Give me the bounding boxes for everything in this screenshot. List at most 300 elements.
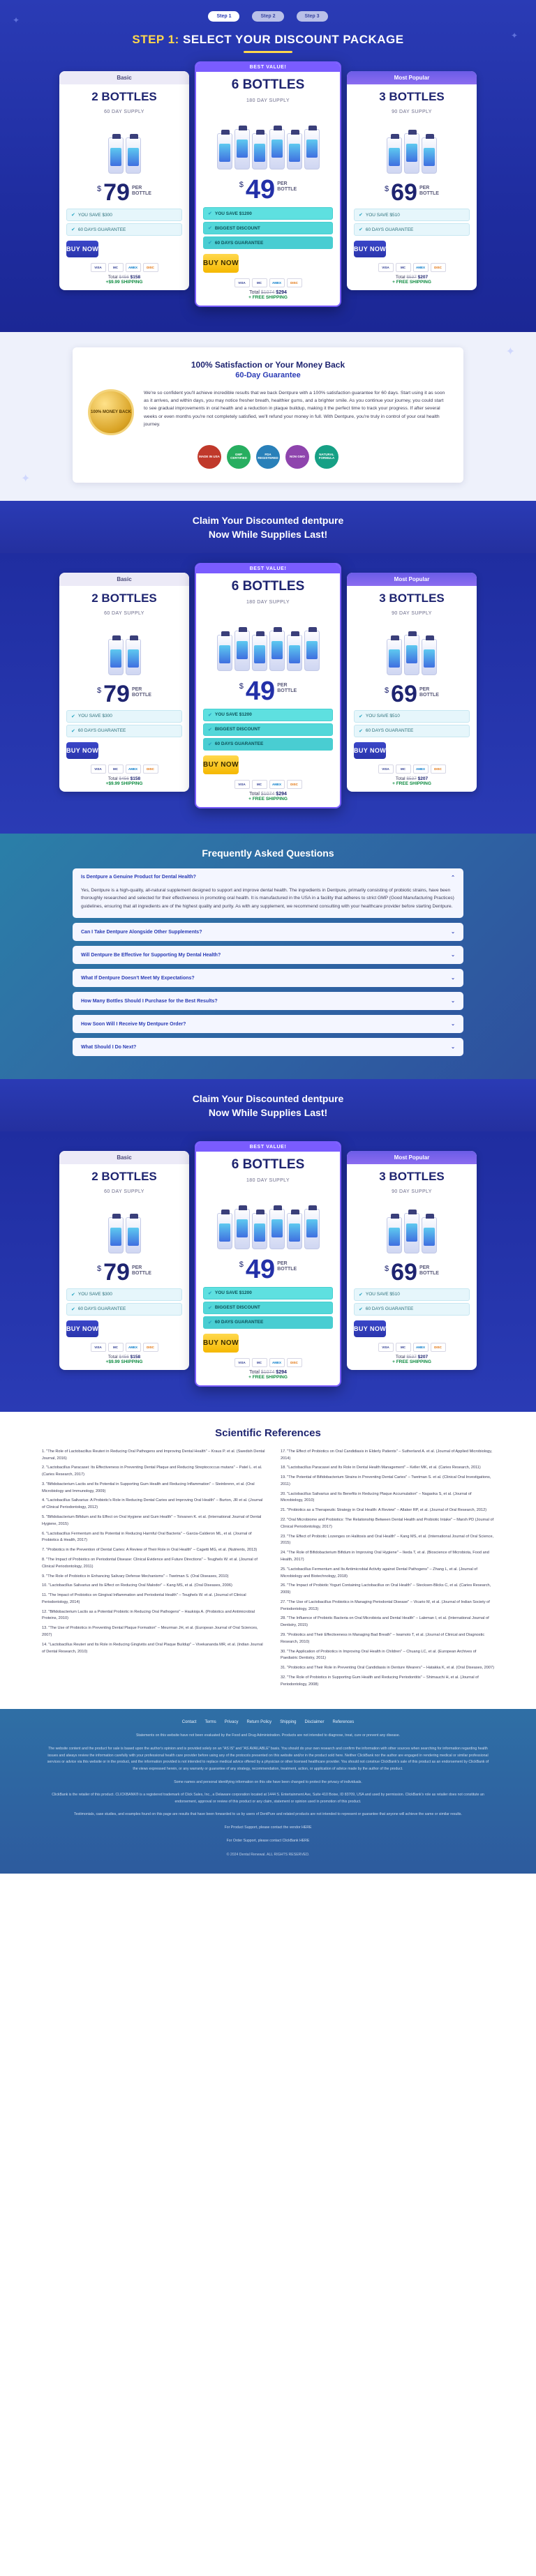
price-display <box>196 1253 340 1287</box>
product-image <box>59 1198 189 1258</box>
reference-item: 30. "The Application of Probiotics in Improving Oral Health in Children" – Chuang LC, et al. (European Archives of Paediatric Dentistry, 2011) <box>280 1649 477 1661</box>
best-value-ribbon: BEST VALUE! <box>196 63 340 72</box>
total-prefix: Total <box>107 776 118 781</box>
package-bottle-count: 6 BOTTLES <box>231 1157 305 1172</box>
savings-badge <box>203 207 333 220</box>
package-badges <box>347 1288 477 1316</box>
bottle-icon <box>404 635 419 675</box>
check-icon: ✔ <box>359 227 363 232</box>
package-badges <box>196 1287 340 1329</box>
faq-question-text: What If Dentpure Doesn't Meet My Expectations? <box>81 975 195 981</box>
visa-icon: VISA <box>378 263 394 272</box>
buy-now-button-best-value[interactable]: BUY NOW <box>203 755 239 774</box>
price-amount: 79 <box>103 179 130 206</box>
sparkle-icon: ✦ <box>505 346 515 358</box>
price-unit <box>132 1265 151 1277</box>
step-3[interactable]: Step 3 <box>297 11 328 22</box>
total-prefix: Total <box>107 275 118 280</box>
faq-item[interactable] <box>73 1015 463 1033</box>
reference-item: 13. "The Use of Probiotics in Preventing Dental Plaque Formation" – Meurman JH, et al. (European Journal of Oral Sciences, 2007) <box>42 1626 258 1637</box>
footer-product-support[interactable]: For Product Support, please contact the vendor HERE <box>224 1825 312 1830</box>
amex-icon: AMEX <box>269 1358 285 1367</box>
visa-icon: VISA <box>378 1343 394 1352</box>
total-line <box>347 1355 477 1359</box>
package-totals <box>59 1355 189 1370</box>
check-icon: ✔ <box>208 741 212 747</box>
bottle-icon <box>422 1217 437 1253</box>
price-unit-line1: PER <box>419 186 430 190</box>
discover-icon: DISC <box>143 1343 158 1352</box>
footer-paragraph: ClickBank is the retailer of this product. CLICKBANK® is a registered trademark of Click Sales, Inc., a Delaware corporation located at 1444 S. Entertainment Ave, Suite 410 Boise, ID 83709, USA and used by permission. ClickBank's role as retailer does not constitute an endorsement, approval or review of this product or any claim, statement or opinion used in promotion of this product. <box>52 1793 484 1804</box>
reference-item: 22. "Oral Microbiome and Probiotics: The Relationship Between Dental Health and Probiotic Intake" – Marsh PD (Journal of Clinical Periodontology, 2017) <box>280 1518 494 1529</box>
package-quantity <box>347 84 477 118</box>
bottle-icon <box>234 631 250 671</box>
package-card-basic[interactable] <box>59 71 189 290</box>
savings-badge <box>66 1288 182 1301</box>
currency-symbol: $ <box>239 1260 244 1269</box>
package-totals <box>347 776 477 792</box>
buy-now-button-best-value[interactable]: BUY NOW <box>203 254 239 273</box>
check-icon: ✔ <box>208 226 212 231</box>
badge-label: 60 DAYS GUARANTEE <box>365 227 414 232</box>
package-quantity <box>196 72 340 107</box>
buy-now-button-best-value[interactable]: BUY NOW <box>203 1334 239 1353</box>
price-unit <box>419 1265 439 1277</box>
mastercard-icon: MC <box>252 780 267 789</box>
amex-icon: AMEX <box>269 278 285 287</box>
check-icon: ✔ <box>208 241 212 246</box>
bottle-icon <box>387 639 402 675</box>
bottle-icon <box>252 1213 267 1249</box>
page-title <box>0 29 536 56</box>
package-bottle-count: 3 BOTTLES <box>379 591 445 605</box>
faq-heading: Frequently Asked Questions <box>202 847 334 859</box>
faq-question-toggle[interactable] <box>73 946 463 964</box>
price-amount: 69 <box>391 680 417 707</box>
payment-methods <box>59 262 189 275</box>
package-totals <box>59 275 189 290</box>
made-in-usa-icon: MADE IN USA <box>198 445 221 469</box>
buy-now-button-popular[interactable]: BUY NOW <box>354 1320 386 1337</box>
product-image <box>196 1187 340 1253</box>
faq-question-toggle[interactable] <box>73 1038 463 1056</box>
package-bottle-count: 2 BOTTLES <box>91 591 157 605</box>
badge-label: 60 DAYS GUARANTEE <box>214 1320 264 1325</box>
product-image <box>196 608 340 675</box>
references-column-left <box>42 1449 265 1692</box>
package-card-best-value[interactable] <box>195 563 341 808</box>
faq-question-toggle[interactable] <box>73 923 463 941</box>
shipping-note: + FREE SHIPPING <box>392 1359 431 1364</box>
total-prefix: Total <box>395 1354 405 1359</box>
footer-link-disclaimer[interactable]: Disclaimer <box>304 1720 325 1725</box>
bottle-icon <box>304 631 320 671</box>
reference-item: 24. "The Role of Bifidobacterium Bifidum in Improving Oral Hygiene" – Ikeda T, et al. (Bioscience of Microbiota, Food and Health, 2017) <box>280 1551 489 1562</box>
total-line <box>347 776 477 781</box>
buy-now-button-basic[interactable]: BUY NOW <box>66 742 98 759</box>
price-display <box>347 178 477 209</box>
package-card-basic[interactable] <box>59 1151 189 1370</box>
price-unit-line2: BOTTLE <box>419 692 439 698</box>
total-line <box>196 290 340 295</box>
reference-item: 14. "Lactobacillus Reuteri and Its Role in Reducing Gingivitis and Oral Plaque Buildup" – Vivekananda MR, et al. (Indian Journal of Dental Research, 2010) <box>42 1642 263 1654</box>
price-amount: 79 <box>103 1258 130 1286</box>
guarantee-body <box>88 389 448 435</box>
package-card-basic[interactable] <box>59 573 189 792</box>
mastercard-icon: MC <box>396 764 411 774</box>
total-discounted: $158 <box>130 1354 141 1359</box>
package-supply: 60 DAY SUPPLY <box>104 110 144 114</box>
bottle-icon <box>217 1213 232 1249</box>
check-icon: ✔ <box>71 227 75 232</box>
price-unit-line2: BOTTLE <box>419 1271 439 1276</box>
savings-badge <box>203 1287 333 1300</box>
cta-band-1 <box>0 501 536 553</box>
total-discounted: $207 <box>417 776 429 781</box>
footer-paragraph: Some names and personal identifying information on this site have been changed to protect the privacy of individuals. <box>174 1779 362 1784</box>
guarantee-badge <box>354 1303 470 1316</box>
savings-badge <box>354 710 470 723</box>
chevron-down-icon[interactable]: ⌄ <box>451 1022 455 1027</box>
faq-item[interactable] <box>73 969 463 987</box>
discover-icon: DISC <box>287 278 302 287</box>
total-prefix: Total <box>107 1354 118 1359</box>
visa-icon: VISA <box>234 278 250 287</box>
reference-item: 26. "The Impact of Probiotic Yogurt Containing Lactobacillus on Oral Health" – Stecksen-Blicks C, et al. (Caries Research, 2009) <box>280 1583 491 1595</box>
check-icon: ✔ <box>208 211 212 216</box>
reference-item: 31. "Probiotics and Their Role in Preventing Oral Candidiasis in Denture Wearers" – Hatakka K, et al. (Oral Diseases, 2007) <box>280 1666 494 1671</box>
guarantee-badge <box>203 738 333 751</box>
guarantee-card <box>73 347 463 483</box>
reference-item: 2. "Lactobacillus Paracasei: Its Effectiveness in Preventing Dental Plaque and Reducing Streptococcus mutans" – Patel L. et al. (Caries Research, 2017) <box>42 1466 262 1477</box>
price-amount: 49 <box>245 676 276 706</box>
package-quantity <box>196 1152 340 1187</box>
total-original: $537 <box>406 776 417 781</box>
pricing-section-bottom <box>0 1131 536 1412</box>
bottle-icon <box>108 639 124 675</box>
bottle-icon <box>217 133 232 170</box>
discover-icon: DISC <box>287 1358 302 1367</box>
reference-item: 9. "The Role of Probiotics in Enhancing Salivary Defense Mechanisms" – Twetman S. (Oral Diseases, 2010) <box>42 1574 229 1579</box>
hero-section <box>0 0 536 332</box>
reference-item: 4. "Lactobacillus Salivarius: A Probiotic's Role in Reducing Dental Caries and Improving Oral Health" – Burton, JR et al. (Journal of Clinical Periodontology, 2012) <box>42 1498 263 1510</box>
badge-label: YOU SAVE $1200 <box>214 211 252 216</box>
faq-answer: Yes, Dentpure is a high-quality, all-natural supplement designed to support and improve dental health. The ingredients in Dentpure, primarily consisting of probiotic strains, have been thoroughly researched and selected for their effectiveness in promoting oral health. It is manufactured in the USA in a facility that adheres to strict GMP (Good Manufacturing Practices) guidelines, ensuring that all ingredients are of the highest quality and purity. As with any supplement, we recommend consulting with your healthcare provider before starting Dentpure. <box>81 887 454 909</box>
badge-label: 60 DAYS GUARANTEE <box>77 1306 126 1312</box>
price-unit-line2: BOTTLE <box>277 688 297 693</box>
amex-icon: AMEX <box>126 263 141 272</box>
total-discounted: $294 <box>276 791 287 797</box>
reference-item: 25. "Lactobacillus Fermentum and Its Antimicrobial Activity against Dental Pathogens" – Zhang L, et al. (Journal of Microbiology and Biotechnology, 2018) <box>280 1567 477 1579</box>
payment-methods <box>347 262 477 275</box>
bottle-icon <box>269 631 285 671</box>
package-totals <box>347 275 477 290</box>
bottle-icon <box>287 133 302 170</box>
fda-registered-icon: FDA REGISTERED <box>256 445 280 469</box>
footer-link-privacy[interactable]: Privacy <box>224 1720 239 1725</box>
currency-symbol: $ <box>239 681 244 691</box>
package-tier-label: Basic <box>59 1151 189 1164</box>
shipping-note: +$9.99 SHIPPING <box>105 1359 143 1364</box>
price-unit <box>419 186 439 197</box>
total-line <box>347 275 477 280</box>
guarantee-text: We're so confident you'll achieve incredible results that we back Dentpure with a 100% satisfaction guarantee for 60 days. Start using it as soon as it arrives, and within days, you may notice fresher breath, healthier gums, and a brighter smile. As you continue your journey, you could start to see gradual improvements in oral health and a reduction in plaque buildup, making it the perfect time to track your progress. If after several weeks or even months you're not completely satisfied, we'll refund your money in full. With Dentpure, you're truly in control of your oral health journey. <box>144 391 445 427</box>
package-bottle-count: 2 BOTTLES <box>91 90 157 103</box>
total-original: $1074 <box>260 1369 275 1375</box>
package-totals <box>196 792 340 807</box>
reference-item: 7. "Probiotics in the Prevention of Dental Caries: A Review of Their Role in Oral Health" – Cagetti MG, et al. (Nutrients, 2013) <box>42 1548 258 1553</box>
package-tier-label: Most Popular <box>347 1151 477 1164</box>
price-unit-line2: BOTTLE <box>131 191 151 197</box>
guarantee-badge <box>66 1303 182 1316</box>
faq-item[interactable] <box>73 923 463 941</box>
savings-badge <box>203 709 333 721</box>
total-prefix: Total <box>395 275 405 280</box>
product-image <box>347 118 477 178</box>
money-back-seal-icon: 100% MONEY BACK <box>88 389 134 435</box>
references-column-right <box>281 1449 494 1692</box>
package-card-best-value[interactable] <box>195 61 341 307</box>
footer-paragraph: The website content and the product for sale is based upon the author's opinion and is provided solely on an "AS IS" and "AS AVAILABLE" basis. You should do your own research and confirm the information with other sources when searching for information regarding health issues and always review the information carefully with your professional health care provider before using any of the protocols presented on this website and/or in the product sold here. Neither ClickBank nor the author are engaged in rendering medical or similar professional services or advice via this website or in the product, and the information provided is not intended to replace medical advice offered by a physician or other licensed healthcare provider. You should not construe ClickBank's sale of this product as an endorsement by ClickBank of the views expressed herein, or any warranty or guarantee of any strategy, recommendation, treatment, action, or application of advice made by the author of the product. <box>47 1747 489 1771</box>
badge-label: 60 DAYS GUARANTEE <box>77 227 126 232</box>
package-badges <box>59 710 189 737</box>
chevron-down-icon[interactable]: ⌄ <box>451 930 455 935</box>
faq-item[interactable] <box>73 992 463 1010</box>
buy-now-button-popular[interactable]: BUY NOW <box>354 742 386 759</box>
reference-item: 23. "The Effect of Probiotic Lozenges on Halitosis and Oral Health" – Kang MS, et al. (International Journal of Oral Science, 2015) <box>280 1534 494 1546</box>
package-totals <box>59 776 189 792</box>
total-discounted: $294 <box>276 1369 287 1375</box>
check-icon: ✔ <box>208 1290 212 1296</box>
package-tier-label: Most Popular <box>347 71 477 84</box>
package-supply: 180 DAY SUPPLY <box>246 1177 290 1183</box>
bottle-icon <box>252 133 267 170</box>
footer-link-contact[interactable]: Contact <box>181 1720 197 1725</box>
badge-label: YOU SAVE $300 <box>77 714 112 719</box>
package-supply: 180 DAY SUPPLY <box>246 599 290 605</box>
bottle-icon <box>234 129 250 170</box>
currency-symbol: $ <box>239 181 244 189</box>
guarantee-badge <box>354 725 470 737</box>
guarantee-badge <box>203 236 333 249</box>
price-display <box>59 679 189 710</box>
check-icon: ✔ <box>359 213 363 218</box>
package-tier-label: Basic <box>59 573 189 586</box>
total-discounted: $158 <box>130 776 141 781</box>
package-supply: 60 DAY SUPPLY <box>104 1189 144 1194</box>
buy-now-button-popular[interactable]: BUY NOW <box>354 241 386 257</box>
product-image <box>196 107 340 174</box>
total-original: $537 <box>406 1354 417 1359</box>
reference-item: 12. "Bifidobacterium Lactis as a Potential Probiotic in Reducing Oral Pathogens" – Haukioja A. (Probiotics and Antimicrobial Proteins, 2010) <box>42 1609 255 1621</box>
product-image <box>347 619 477 679</box>
footer-link-return-policy[interactable]: Return Policy <box>246 1720 272 1725</box>
price-amount: 49 <box>245 1254 276 1284</box>
step-2[interactable]: Step 2 <box>252 11 283 22</box>
pricing-grid-bottom <box>0 1136 536 1394</box>
check-icon: ✔ <box>359 728 363 734</box>
bottle-icon <box>287 1213 302 1249</box>
chevron-down-icon[interactable]: ⌄ <box>451 976 455 981</box>
mastercard-icon: MC <box>252 1358 267 1367</box>
price-unit-line2: BOTTLE <box>419 191 439 197</box>
package-badges <box>347 710 477 737</box>
total-original: $1074 <box>260 290 275 295</box>
total-line <box>196 792 340 797</box>
price-unit-line1: PER <box>419 686 430 692</box>
faq-list <box>73 868 463 1057</box>
references-section <box>0 1412 536 1710</box>
price-unit-line2: BOTTLE <box>131 1271 151 1276</box>
total-original: $456 <box>119 776 129 781</box>
chevron-up-icon[interactable]: ⌃ <box>451 875 455 880</box>
faq-item[interactable] <box>73 868 463 919</box>
references-columns <box>42 1449 494 1692</box>
faq-question-toggle[interactable] <box>73 992 463 1010</box>
chevron-down-icon[interactable]: ⌄ <box>451 1045 455 1050</box>
currency-symbol: $ <box>385 686 389 695</box>
bottle-icon <box>234 1209 250 1249</box>
bottle-icon <box>387 137 402 174</box>
total-line <box>196 1370 340 1375</box>
reference-item: 20. "Lactobacillus Salivarius and Its Benefits in Reducing Plaque Accumulation" – Nagaoka S, et al. (Journal of Microbiology, 2010) <box>280 1491 472 1503</box>
amex-icon: AMEX <box>413 263 429 272</box>
shipping-note: +$9.99 SHIPPING <box>105 781 143 786</box>
guarantee-section <box>0 332 536 501</box>
price-unit-line1: PER <box>131 686 142 692</box>
price-unit <box>277 1261 297 1273</box>
reference-item: 8. "The Impact of Probiotics on Periodontal Disease: Clinical Evidence and Future Directions" – Teughels W. et al. (Journal of Clinical Periodontology, 2011) <box>42 1557 258 1569</box>
badge-label: YOU SAVE $510 <box>365 212 400 218</box>
bottle-icon <box>252 635 267 671</box>
package-supply: 60 DAY SUPPLY <box>104 610 144 616</box>
package-card-popular[interactable] <box>347 1151 477 1370</box>
price-unit-line1: PER <box>131 1265 142 1270</box>
price-unit-line1: PER <box>277 1260 288 1266</box>
price-unit-line1: PER <box>277 682 288 688</box>
best-value-ribbon: BEST VALUE! <box>196 564 340 573</box>
currency-symbol: $ <box>97 185 102 193</box>
faq-item[interactable] <box>73 1038 463 1056</box>
reference-item: 5. "Bifidobacterium Bifidum and Its Effect on Oral Hygiene and Gum Health" – Toivanen K. et al. (International Journal of Dental Hygiene, 2015) <box>42 1515 262 1526</box>
chevron-down-icon[interactable]: ⌄ <box>451 999 455 1004</box>
package-supply: 180 DAY SUPPLY <box>246 98 290 103</box>
check-icon: ✔ <box>208 727 212 732</box>
package-quantity <box>59 1164 189 1198</box>
gmp-certified-icon: GMP CERTIFIED <box>227 445 251 469</box>
chevron-down-icon[interactable]: ⌄ <box>451 953 455 958</box>
price-display <box>59 1258 189 1288</box>
check-icon: ✔ <box>359 714 363 719</box>
package-card-popular[interactable] <box>347 573 477 792</box>
faq-question-toggle[interactable] <box>73 1015 463 1033</box>
price-unit-line1: PER <box>277 181 288 186</box>
faq-item[interactable] <box>73 946 463 964</box>
footer-order-support[interactable]: For Order Support, please contact ClickBank HERE <box>226 1838 310 1843</box>
guarantee-badge <box>354 223 470 236</box>
buy-now-button-basic[interactable]: BUY NOW <box>66 241 98 257</box>
payment-methods <box>196 277 340 290</box>
faq-question-text: Is Dentpure a Genuine Product for Dental Health? <box>81 875 196 880</box>
discount-badge <box>203 1302 333 1314</box>
discover-icon: DISC <box>143 764 158 774</box>
reference-item: 10. "Lactobacillus Salivarius and Its Effect on Reducing Oral Malodor" – Kang MS, et al. (Oral Diseases, 2006) <box>42 1583 232 1588</box>
total-line <box>59 275 189 280</box>
faq-question-text: How Soon Will I Receive My Dentpure Order? <box>81 1021 186 1027</box>
total-discounted: $158 <box>130 275 141 280</box>
package-tier-label: Basic <box>59 71 189 84</box>
guarantee-title: 100% Satisfaction or Your Money Back <box>191 360 345 370</box>
shipping-note: + FREE SHIPPING <box>392 781 431 786</box>
price-amount: 69 <box>391 1258 417 1286</box>
bottle-icon <box>287 635 302 671</box>
check-icon: ✔ <box>359 1306 363 1312</box>
total-original: $456 <box>119 1354 129 1359</box>
sparkle-icon: ✦ <box>510 31 518 40</box>
faq-question-toggle[interactable] <box>73 868 463 887</box>
bottle-icon <box>304 129 320 170</box>
footer-link-terms[interactable]: Terms <box>204 1720 216 1725</box>
product-image <box>59 118 189 178</box>
payment-methods <box>59 1341 189 1355</box>
check-icon: ✔ <box>71 728 75 734</box>
sparkle-icon: ✦ <box>13 15 20 25</box>
amex-icon: AMEX <box>413 764 429 774</box>
badge-label: 60 DAYS GUARANTEE <box>365 1306 414 1312</box>
visa-icon: VISA <box>91 263 106 272</box>
footer-legal <box>45 1733 491 1844</box>
package-bottle-count: 3 BOTTLES <box>379 1169 445 1183</box>
badge-label: BIGGEST DISCOUNT <box>214 1305 260 1311</box>
package-badges <box>196 709 340 751</box>
footer-link-references[interactable]: References <box>332 1720 355 1725</box>
badge-label: YOU SAVE $300 <box>77 212 112 218</box>
reference-item: 3. "Bifidobacterium Lactis and Its Potential in Supporting Gum Health and Reducing Inflammation" – Steinbrenn, et al. (Oral Microbiology and Immunology, 2009) <box>42 1482 255 1493</box>
check-icon: ✔ <box>71 1292 75 1297</box>
package-card-best-value[interactable] <box>195 1141 341 1387</box>
package-bottle-count: 3 BOTTLES <box>379 90 445 103</box>
badge-label: 60 DAYS GUARANTEE <box>214 240 264 246</box>
step-1[interactable]: Step 1 <box>208 11 239 22</box>
trust-badges <box>88 445 448 469</box>
package-quantity <box>196 573 340 608</box>
non-gmo-icon: NON GMO <box>285 445 309 469</box>
savings-badge <box>354 209 470 221</box>
check-icon: ✔ <box>359 1292 363 1297</box>
bottle-icon <box>217 635 232 671</box>
package-card-popular[interactable] <box>347 71 477 290</box>
cta-line-1: Claim Your Discounted dentpure <box>192 515 344 526</box>
amex-icon: AMEX <box>269 780 285 789</box>
footer-link-shipping[interactable]: Shipping <box>280 1720 297 1725</box>
bottle-icon <box>422 639 437 675</box>
package-bottle-count: 2 BOTTLES <box>91 1169 157 1183</box>
mastercard-icon: MC <box>108 1343 124 1352</box>
bottle-icon <box>404 1213 419 1253</box>
badge-label: 60 DAYS GUARANTEE <box>77 728 126 734</box>
package-supply: 90 DAY SUPPLY <box>392 110 432 114</box>
reference-item: 6. "Lactobacillus Fermentum and Its Potential in Reducing Harmful Oral Bacteria" – Garcia-Calderon ML, et al. (Journal of Probiotics & Health, 2017) <box>42 1531 252 1543</box>
shipping-note: +$9.99 SHIPPING <box>105 280 143 285</box>
total-original: $537 <box>406 275 417 280</box>
faq-question-toggle[interactable] <box>73 969 463 987</box>
buy-now-button-basic[interactable]: BUY NOW <box>66 1320 98 1337</box>
sparkle-icon: ✦ <box>21 473 31 485</box>
package-badges <box>59 209 189 236</box>
faq-question-text: How Many Bottles Should I Purchase for the Best Results? <box>81 998 218 1004</box>
payment-methods <box>196 1357 340 1370</box>
badge-label: 60 DAYS GUARANTEE <box>365 728 414 734</box>
